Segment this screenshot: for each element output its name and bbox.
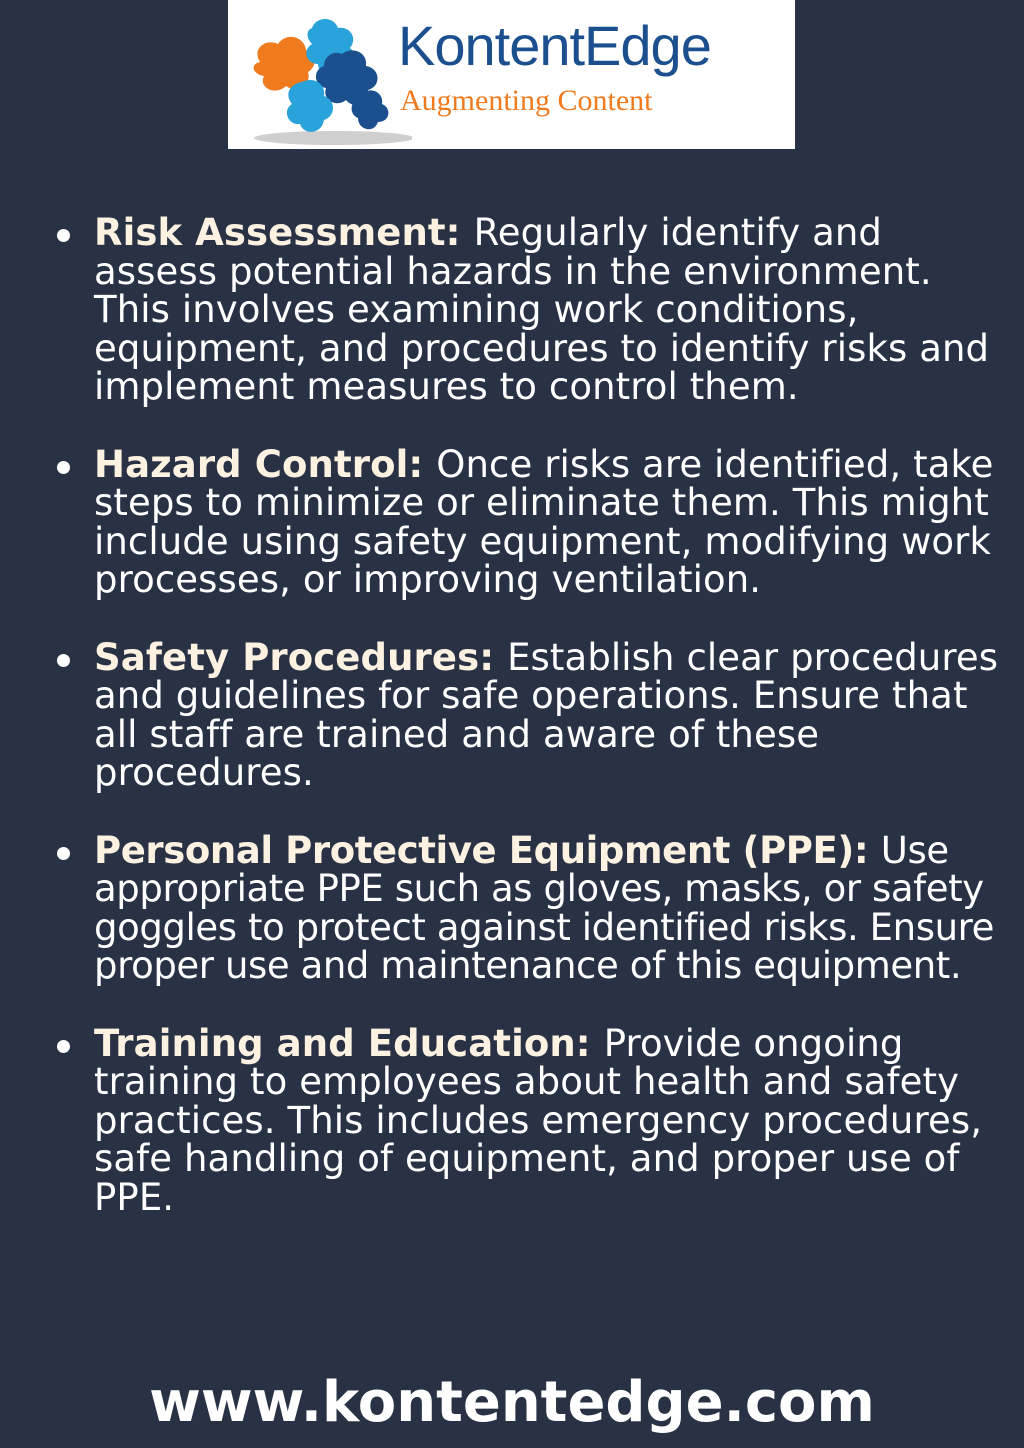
- item-text: Regularly identify and assess potential hazards in the environment. This involves examining work conditions, equipment, and procedures to identify risks and implement measures to control them.: [94, 211, 990, 408]
- safety-list: [52, 211, 1012, 1256]
- item-text: Provide ongoing training to employees about health and safety practices. This includes emergency procedures, safe handling of equipment, and proper use of PPE.: [94, 1021, 983, 1219]
- bullet-icon: [57, 461, 70, 474]
- puzzle-logo-icon: [242, 10, 412, 145]
- item-title: Risk Assessment:: [94, 211, 474, 254]
- bullet-icon: [57, 847, 70, 860]
- item-text: Once risks are identified, take steps to minimize or eliminate them. This might include using safety equipment, modifying work processes, or improving ventilation.: [94, 442, 994, 601]
- list-item-hazard-control: [52, 442, 1012, 601]
- brand-name: KontentEdge: [398, 14, 711, 77]
- list-item-training-education: [52, 1021, 1012, 1219]
- item-title: Hazard Control:: [94, 442, 437, 486]
- item-text: Establish clear procedures and guidelines for safe operations. Ensure that all staff are trained and aware of these procedures.: [94, 635, 999, 794]
- logo: [228, 0, 795, 149]
- list-item-ppe: [52, 828, 1012, 987]
- list-item-safety-procedures: [52, 635, 1012, 794]
- brand-tagline: Augmenting Content: [400, 84, 653, 117]
- item-title: Training and Education:: [94, 1021, 604, 1065]
- item-text: Use appropriate PPE such as gloves, masks, or safety goggles to protect against identified risks. Ensure proper use and maintenance of this equipment.: [94, 828, 994, 987]
- bullet-icon: [57, 654, 70, 667]
- bullet-icon: [57, 1040, 70, 1053]
- item-title: Safety Procedures:: [94, 635, 508, 679]
- item-title: Personal Protective Equipment (PPE):: [94, 828, 881, 872]
- website-url[interactable]: www.kontentedge.com: [149, 1370, 875, 1435]
- bullet-icon: [57, 229, 70, 242]
- list-item-risk-assessment: [52, 211, 1012, 408]
